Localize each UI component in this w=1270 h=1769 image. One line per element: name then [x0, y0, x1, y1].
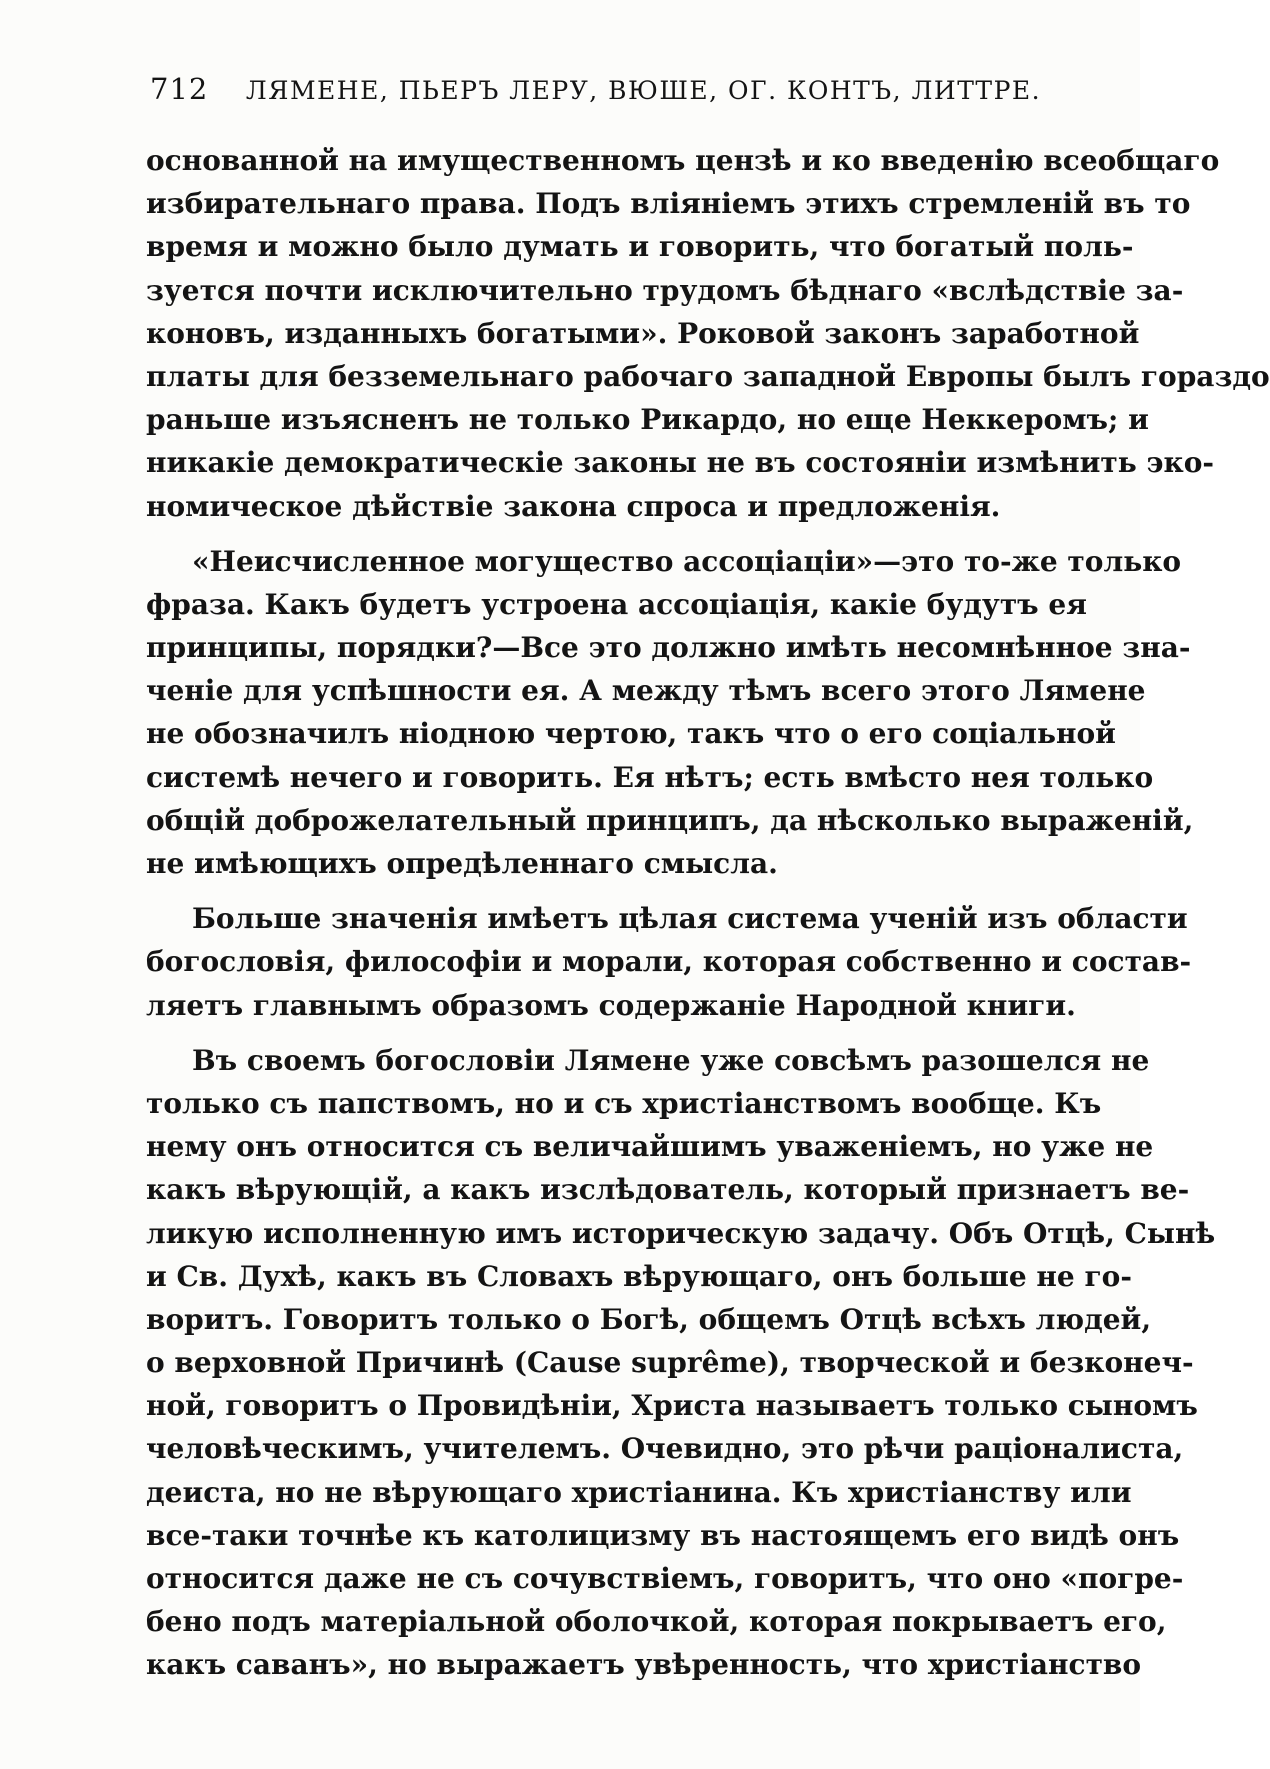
- text-line: относится даже не съ сочувствіемъ, говоритъ, что оно «погре-: [146, 1562, 1184, 1595]
- text-line: основанной на имущественномъ цензѣ и ко введенію всеобщаго: [146, 144, 1220, 177]
- text-line: не имѣющихъ опредѣленнаго смысла.: [146, 847, 778, 880]
- text-line: и Св. Духѣ, какъ въ Словахъ вѣрующаго, онъ больше не го-: [146, 1259, 1132, 1293]
- text-line: какъ саванъ», но выражаетъ увѣренность, что христіанство: [146, 1648, 1142, 1682]
- paragraph: [146, 139, 1270, 528]
- text-line: фраза. Какъ будетъ устроена ассоціація, какіе будутъ ея: [146, 587, 1087, 621]
- text-line: номическое дѣйствіе закона спроса и предложенія.: [146, 489, 1001, 523]
- text-line: платы для безземельнаго рабочаго западной Европы былъ гораздо: [146, 359, 1270, 393]
- text-line: бено подъ матеріальной оболочкой, которая покрываетъ его,: [146, 1605, 1167, 1639]
- text-line: все-таки точнѣе къ католицизму въ настоящемъ его видѣ онъ: [146, 1518, 1180, 1552]
- text-line: избирательнаго права. Подъ вліяніемъ этихъ стремленій въ то: [146, 187, 1191, 221]
- text-line: раньше изъясненъ не только Рикардо, но еще Неккеромъ; и: [146, 403, 1149, 437]
- body-text: [146, 139, 1270, 1687]
- text-line: системѣ нечего и говорить. Ея нѣтъ; есть вмѣсто нея только: [146, 760, 1154, 794]
- text-line: человѣческимъ, учителемъ. Очевидно, это рѣчи раціоналиста,: [146, 1432, 1184, 1466]
- paragraph: [146, 897, 1192, 1027]
- text-line: Больше значенія имѣетъ цѣлая система ученій изъ области: [192, 902, 1188, 936]
- text-line: Въ своемъ богословіи Лямене уже совсѣмъ разошелся не: [192, 1043, 1150, 1077]
- text-line: коновъ, изданныхъ богатыми». Роковой законъ заработной: [146, 316, 1140, 350]
- text-line: нему онъ относится съ величайшимъ уваженіемъ, но уже не: [146, 1130, 1154, 1164]
- paragraph-gap: [146, 1027, 984, 1039]
- text-line: принципы, порядки?—Все это должно имѣть несомнѣнное зна-: [146, 631, 1191, 665]
- text-line: воритъ. Говоритъ только о Богѣ, общемъ Отцѣ всѣхъ людей,: [146, 1302, 1152, 1336]
- paragraph: [146, 1039, 1216, 1687]
- text-line: никакіе демократическіе законы не въ состояніи измѣнить эко-: [146, 446, 1215, 480]
- text-line: только съ папствомъ, но и съ христіанствомъ вообще. Къ: [146, 1086, 1102, 1120]
- running-head: [150, 72, 1042, 112]
- text-line: ляетъ главнымъ образомъ содержаніе Народной книги.: [146, 988, 1076, 1022]
- text-line: о верховной Причинѣ (Cause suprême), творческой и безконеч-: [146, 1346, 1194, 1380]
- text-line: богословія, философіи и морали, которая собственно и состав-: [146, 945, 1192, 979]
- paragraph: [146, 540, 1194, 886]
- paragraph-gap: [146, 528, 984, 540]
- running-head-title: ЛЯМЕНЕ, ПЬЕРЪ ЛЕРУ, ВЮШЕ, ОГ. КОНТЪ, ЛИТТРЕ.: [245, 76, 1042, 105]
- text-line: не обозначилъ ніодною чертою, такъ что о его соціальной: [146, 717, 1116, 751]
- text-line: ликую исполненную имъ историческую задачу. Объ Отцѣ, Сынѣ: [146, 1216, 1216, 1250]
- text-line: общій доброжелательный принципъ, да нѣсколько выраженій,: [146, 803, 1194, 837]
- text-line: какъ вѣрующій, а какъ изслѣдователь, который признаетъ ве-: [146, 1173, 1190, 1207]
- page-number: 712: [150, 72, 209, 106]
- text-line: ченіе для успѣшности ея. А между тѣмъ всего этого Лямене: [146, 674, 1146, 708]
- paragraph-gap: [146, 885, 984, 897]
- text-line: зуется почти исключительно трудомъ бѣднаго «вслѣдствіе за-: [146, 273, 1184, 307]
- text-line: ной, говоритъ о Провидѣніи, Христа называетъ только сыномъ: [146, 1389, 1198, 1423]
- text-line: деиста, но не вѣрующаго христіанина. Къ христіанству или: [146, 1475, 1132, 1509]
- text-line: время и можно было думать и говорить, что богатый поль-: [146, 230, 1134, 264]
- text-line: «Неисчисленное могущество ассоціаціи»—это то-же только: [192, 544, 1182, 578]
